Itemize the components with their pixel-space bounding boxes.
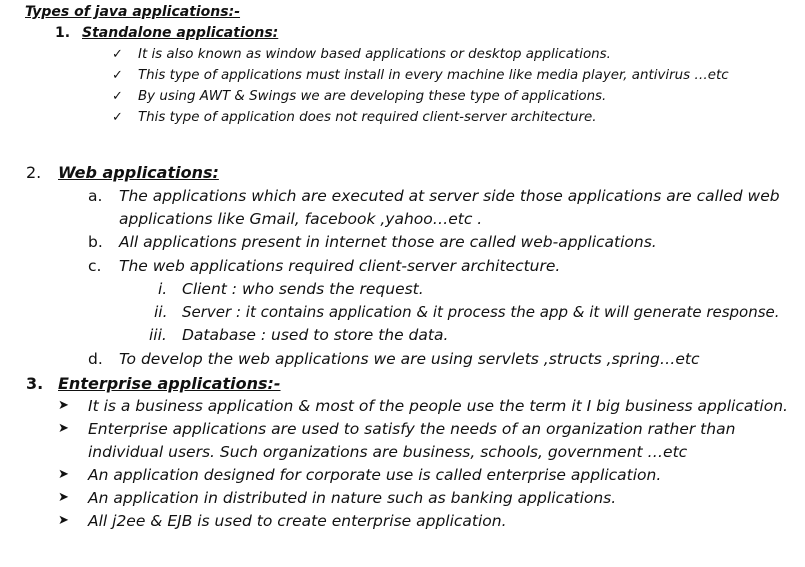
section2-subitem: Client : who sends the request. [182, 280, 424, 298]
check-mark-icon: ✓ [112, 47, 123, 62]
section3-item-line: An application designed for corporate use is called enterprise application. [88, 466, 662, 484]
check-mark-icon: ✓ [112, 68, 123, 83]
document-heading: Types of java applications:- [25, 4, 241, 20]
arrow-bullet-icon: ➤ [58, 421, 69, 436]
subitem-marker: iii. [149, 326, 167, 344]
section1-item: This type of applications must install in every machine like media player, antivirus …etc [138, 68, 729, 83]
section1-number: 1. [55, 25, 71, 41]
item-marker: b. [88, 233, 103, 251]
section3-item-line: It is a business application & most of the people use the term it I big business application. [88, 397, 788, 415]
section3-item-line: Enterprise applications are used to satisfy the needs of an organization rather than [88, 420, 736, 438]
section2-item-line: applications like Gmail, facebook ,yahoo…etc . [119, 210, 483, 228]
check-mark-icon: ✓ [112, 110, 123, 125]
section3-title: Enterprise applications:- [58, 374, 281, 393]
section3-item-line: An application in distributed in nature such as banking applications. [88, 489, 617, 507]
arrow-bullet-icon: ➤ [58, 398, 69, 413]
section2-title: Web applications: [58, 163, 219, 182]
item-marker: d. [88, 350, 103, 368]
item-marker: c. [88, 257, 102, 275]
arrow-bullet-icon: ➤ [58, 513, 69, 528]
section1-item: It is also known as window based applications or desktop applications. [138, 47, 611, 62]
arrow-bullet-icon: ➤ [58, 490, 69, 505]
section3-item-line: individual users. Such organizations are business, schools, government …etc [88, 443, 688, 461]
section2-number: 2. [26, 163, 42, 182]
section1-item: By using AWT & Swings we are developing these type of applications. [138, 89, 607, 104]
section1-title: Standalone applications: [82, 25, 279, 41]
section2-item-line: To develop the web applications we are using servlets ,structs ,spring…etc [119, 350, 700, 368]
arrow-bullet-icon: ➤ [58, 467, 69, 482]
item-marker: a. [88, 187, 103, 205]
section2-item-line: All applications present in internet those are called web-applications. [119, 233, 657, 251]
check-mark-icon: ✓ [112, 89, 123, 104]
subitem-marker: i. [158, 280, 168, 298]
section1-item: This type of application does not required client-server architecture. [138, 110, 597, 125]
section3-number: 3. [26, 374, 44, 393]
subitem-marker: ii. [154, 303, 168, 321]
section2-subitem: Database : used to store the data. [182, 326, 449, 344]
section3-item-line: All j2ee & EJB is used to create enterprise application. [88, 512, 507, 530]
section2-item-line: The applications which are executed at server side those applications are called web [119, 187, 780, 205]
section2-subitem: Server : it contains application & it process the app & it will generate response. [182, 303, 780, 321]
section2-item-line: The web applications required client-server architecture. [119, 257, 561, 275]
